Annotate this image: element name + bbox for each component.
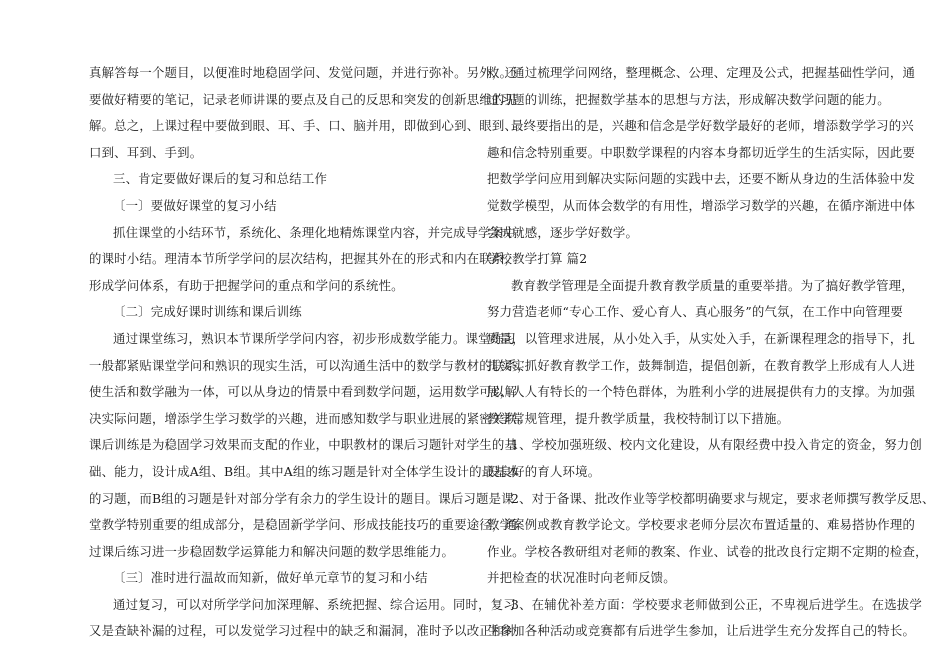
text-line: 教育教学管理是全面提升教育教学质量的重要举措。为了搞好教学管理，	[511, 277, 914, 293]
text-line: 堂教学特别重要的组成部分，是稳固新学学问、形成技能技巧的重要途径，通	[89, 517, 518, 533]
text-line: 又是查缺补漏的过程，可以发觉学习过程中的缺乏和漏洞，准时予以改正和补	[89, 623, 518, 639]
text-line: 教学常规管理，提升教学质量，我校特制订以下措施。	[487, 410, 790, 426]
left-column	[89, 60, 530, 645]
text-line: 的课时小结。理清本节所学学问的层次结构，把握其外在的形式和内在联系，	[89, 251, 518, 267]
text-line: 〔一〕要做好课堂的复习小结	[113, 197, 277, 213]
text-line: 〔三〕准时进行温故而知新，做好单元章节的复习和小结	[113, 570, 428, 586]
text-line: 质量，以管理求进展，从小处入手，从实处入手，在新课程理念的指导下，扎	[487, 330, 916, 346]
text-line: 3、在辅优补差方面：学校要求老师做到公正，不卑视后进学生。在选拔学	[511, 596, 922, 612]
text-line: 救。通过梳理学问网络，整理概念、公理、定理及公式，把握基础性学问，通	[487, 65, 916, 80]
text-line: 过课后练习进一步稳固数学运算能力和解决问题的数学思维能力。	[89, 543, 455, 559]
text-line: 教学案例或教育教学论文。学校要求老师分层次布置适量的、难易搭协作理的	[487, 517, 916, 533]
right-column	[487, 60, 935, 645]
text-line: 课后训练是为稳固学习效果而支配的作业，中职教材的课后习题针对学生的基	[89, 437, 518, 453]
text-line: 努力营造老师“专心工作、爱心育人、真心服务”的气氛，在工作中向管理要	[487, 304, 903, 320]
text-line: 抓住课堂的小结环节，系统化、条理化地精炼课堂内容，并完成导学案中	[113, 224, 516, 240]
text-line: 2、对于备课、批改作业等学校都明确要求与规定，要求老师撰写教学反思、	[511, 490, 935, 506]
text-line: 一般都紧贴课堂学问和熟识的现实生活，可以沟通生活中的数学与教材的联系，	[89, 357, 530, 373]
text-line: 学校教学打算 篇2	[487, 251, 588, 267]
text-line: 设良好的育人环境。	[487, 463, 601, 479]
text-line: 础、能力，设计成A组、B组。其中A组的练习题是针对全体学生设计的最基本	[89, 463, 520, 479]
text-line: 口到、耳到、手到。	[89, 144, 203, 160]
text-line: 的习题，而B组的习题是针对部分学有余力的学生设计的题目。课后习题是课	[89, 490, 514, 506]
text-line: 形成学问体系，有助于把握学问的重点和学问的系统性。	[89, 277, 404, 293]
text-line: 过习题的训练，把握数学基本的思想与方法，形成解决数学问题的能力。	[487, 91, 890, 107]
text-line: 会成就感，逐步学好数学。	[487, 224, 639, 240]
text-line: 觉数学模型，从而体会数学的有用性，增添学习数学的兴趣，在循序渐进中体	[487, 197, 916, 213]
text-line: 通过复习，可以对所学学问加深理解、系统把握、综合运用。同时，复习	[113, 596, 516, 612]
text-line: 展，人人有特长的一个特色群体，为胜利小学的进展提供有力的支撑。为加强	[487, 384, 916, 400]
text-line: 通过课堂练习，熟识本节课所学学问内容，初步形成数学能力。课堂练习	[113, 330, 516, 346]
text-line: 决实际问题，增添学生学习数学的兴趣，进而感知数学与职业进展的紧密关联。	[89, 410, 530, 426]
text-line: 生参加各种活动或竞赛都有后进学生参加，让后进学生充分发挥自己的特长。	[487, 623, 916, 639]
text-line: 最终要指出的是，兴趣和信念是学好数学最好的老师，增添数学学习的兴	[511, 118, 914, 134]
text-line: 趣和信念特别重要。中职数学课程的内容本身都切近学生的生活实际，因此要	[487, 144, 916, 160]
text-line: 〔二〕完成好课时训练和课后训练	[113, 304, 302, 320]
text-line: 作业。学校各教研组对老师的教案、作业、试卷的批改良行定期不定期的检查，	[487, 543, 928, 559]
text-line: 要做好精要的笔记，记录老师讲课的要点及自己的反思和突发的创新思维的见	[89, 91, 518, 107]
text-line: 扎实实抓好教育教学工作，鼓舞制造，提倡创新，在教育教学上形成有人人进	[487, 357, 916, 373]
text-line: 并把检查的状况准时向老师反馈。	[487, 570, 676, 586]
text-line: 三、肯定要做好课后的复习和总结工作	[113, 171, 328, 187]
text-line: 真解答每一个题目，以便准时地稳固学问、发觉问题，并进行弥补。另外，还	[89, 65, 518, 80]
text-line: 使生活和数学融为一体，可以从身边的情景中看到数学问题，运用数学可以解	[89, 384, 518, 400]
text-line: 1、学校加强班级、校内文化建设，从有限经费中投入肯定的资金，努力创	[511, 437, 922, 453]
text-line: 把数学学问应用到解决实际问题的实践中去，还要不断从身边的生活体验中发	[487, 171, 916, 187]
text-line: 解。总之，上课过程中要做到眼、耳、手、口、脑并用，即做到心到、眼到、	[89, 118, 518, 134]
